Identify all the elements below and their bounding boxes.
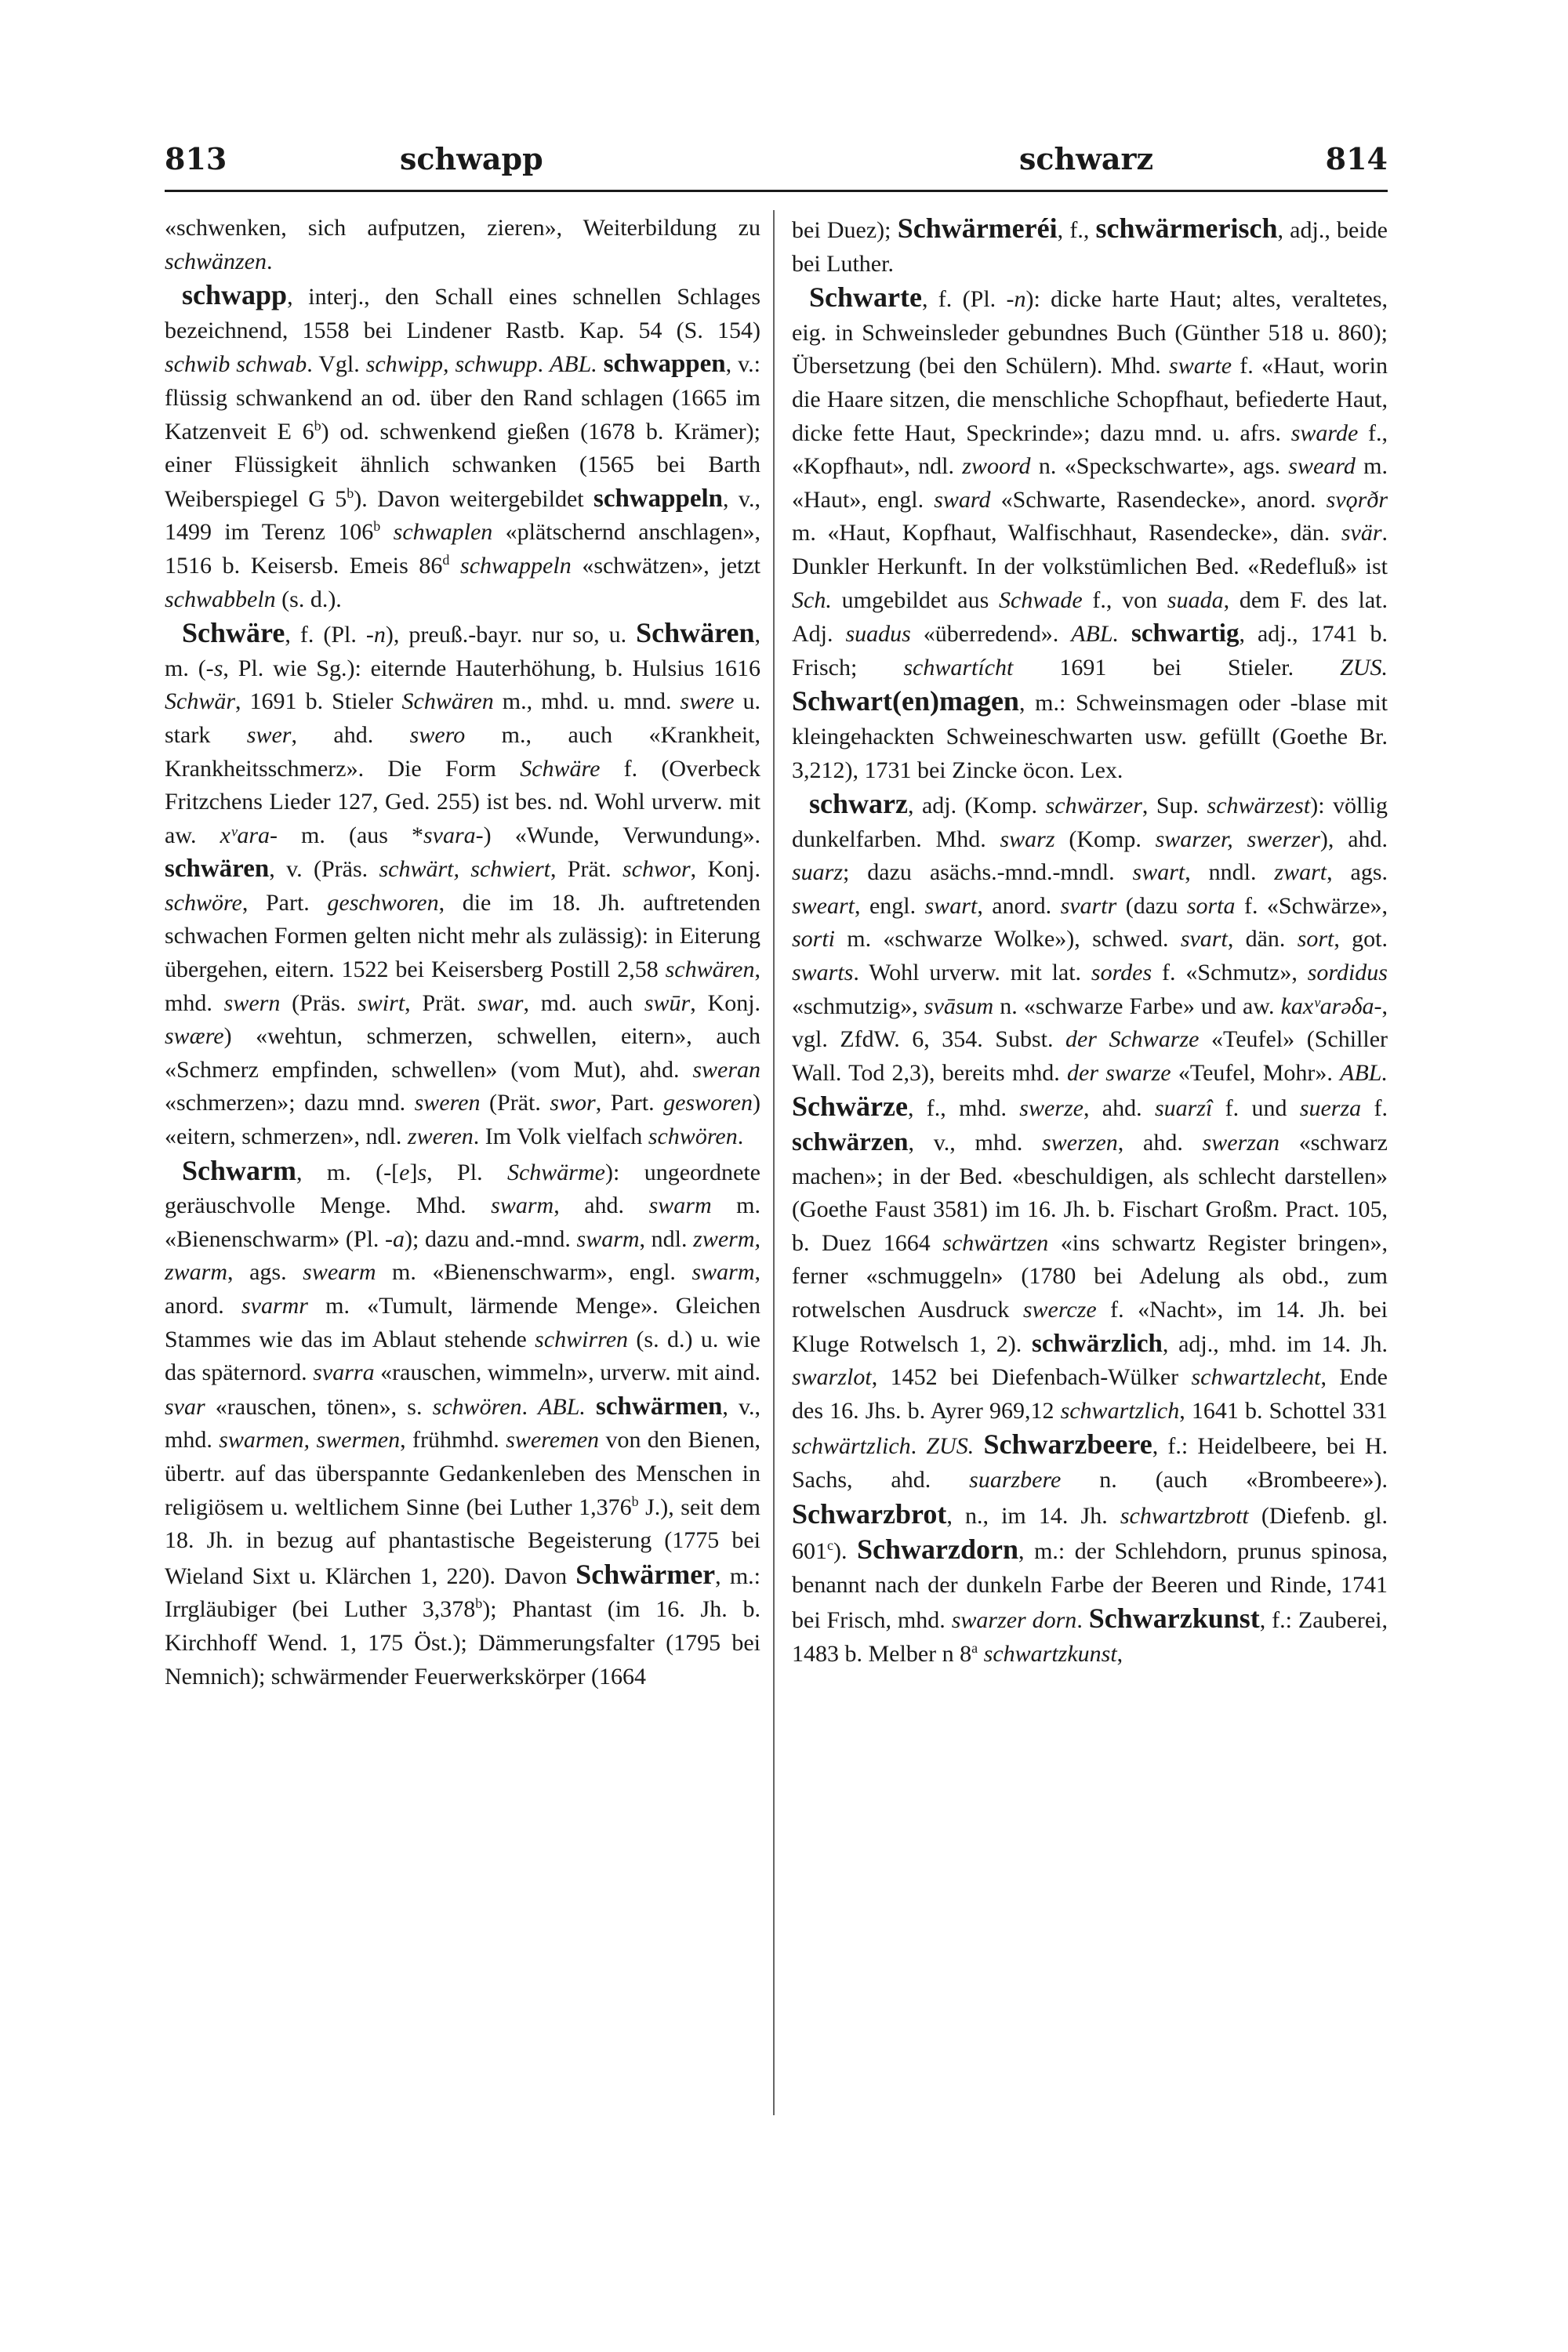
italic-form: swirt (358, 989, 405, 1016)
text-run: «rauschen, wimmeln», urverw. mit aind. (374, 1359, 760, 1386)
italic-form: swarzer dorn (951, 1607, 1077, 1634)
entry-paragraph (165, 278, 760, 616)
lemma: Schwärmer (575, 1558, 716, 1590)
italic-form: swerze (1019, 1095, 1083, 1122)
text-run: , Pl. wie Sg.): eiternde Hauterhöhung, b. Hulsius 1616 (223, 655, 760, 681)
text-run (586, 1394, 596, 1420)
headword-left: schwapp (400, 141, 543, 176)
lemma: schwarz (809, 788, 908, 820)
text-run: , Part. (595, 1090, 664, 1116)
text-run: ; dazu asächs.-mnd.-mndl. (843, 859, 1133, 886)
italic-form: swern (223, 989, 281, 1016)
italic-form: swarte (1169, 353, 1232, 379)
italic-form: swearm (303, 1259, 376, 1286)
text-run: «plätschernd anschlagen», 1516 b. Keisersb. Emeis 86 (165, 519, 761, 579)
text-run: ): ungeordnete geräuschvolle Menge. Mhd. (165, 1159, 760, 1219)
text-run: , 1641 b. Schottel 331 (1179, 1397, 1388, 1424)
text-run: , Ende des 16. Jhs. b. Ayrer 969,12 (792, 1364, 1388, 1424)
lemma: Schwärze (792, 1091, 908, 1123)
sub-lemma: schwartig (1131, 619, 1240, 648)
italic-form: sweren (414, 1090, 481, 1116)
text-run: «schwarz machen»; in der Bed. «beschuldigen, als schlecht darstellen» (Goethe Faust 3581) im 16. Jh. b. Fischart Großm. Pract. 105, b. Duez 1664 (792, 1130, 1388, 1256)
italic-form: swero (409, 721, 466, 748)
text-run: , anord. (165, 1259, 760, 1319)
italic-form: s (417, 1159, 427, 1185)
italic-form: svǫrðr (1326, 486, 1388, 513)
italic-form: schwipp, schwupp (365, 351, 538, 378)
lemma: schwapp (182, 279, 288, 311)
italic-form: swar (477, 989, 524, 1016)
text-run: «schmutzig», (792, 993, 924, 1019)
text-run: , adj. (Komp. (907, 793, 1046, 819)
text-run: (Diefenb. gl. 601 (792, 1502, 1388, 1565)
italic-form: ZUS. (926, 1433, 975, 1460)
italic-form: schwaplen (393, 519, 493, 546)
italic-form: zweren (407, 1123, 474, 1150)
text-run: m. (aus * (277, 822, 423, 848)
entry-paragraph (165, 1154, 760, 1694)
text-run (380, 519, 393, 545)
text-run: , die im 18. Jh. auftretenden schwachen Formen gelten nicht mehr als zulässig): in Eiterung übergehen, eitern. 1522 bei Keisersberg Postill 2,58 (165, 889, 760, 983)
italic-form: swarde (1290, 419, 1359, 446)
text-run: . (910, 1433, 927, 1460)
italic-form: ZUS. (1340, 654, 1388, 681)
text-run: f., von (1082, 586, 1167, 613)
italic-form: der swarze (1067, 1059, 1171, 1086)
italic-form: suarzî (1154, 1095, 1213, 1122)
text-run: , v., mhd. (908, 1130, 1043, 1156)
text-run: umgebildet aus (831, 586, 1000, 613)
entry-paragraph (792, 212, 1388, 281)
italic-form: s (213, 655, 223, 681)
text-run: f. «Nacht», im 14. Jh. bei Kluge Rotwelsch 1, 2). (792, 1297, 1388, 1357)
text-run: , f. (Pl. - (921, 286, 1014, 313)
text-run: . Vgl. (307, 351, 366, 378)
entry-paragraph (792, 281, 1388, 787)
italic-form: zwerm, zwarm (165, 1225, 760, 1286)
text-run: , v., 1499 im Terenz 106 (165, 485, 760, 546)
italic-form: sward (934, 486, 991, 513)
italic-form: a (393, 1225, 405, 1252)
sub-lemma: schwären (165, 855, 270, 884)
italic-form: schwöre (165, 889, 242, 916)
text-run: «rauschen, tönen», s. (205, 1393, 433, 1420)
italic-form: schwirren (535, 1326, 629, 1352)
text-run: m. «Bienenschwarm», engl. (376, 1259, 692, 1286)
text-run: ) «wehtun, schmerzen, schwellen, eitern», auch «Schmerz empfinden, schwellen» (vom Mut), ahd. (165, 1023, 760, 1083)
text-run: . (267, 248, 273, 274)
text-run: , f. (Pl. - (285, 622, 374, 648)
text-run: n. (auch «Brombeere»). (1061, 1466, 1388, 1493)
text-run: , frühmhd. (400, 1427, 506, 1454)
text-run: ): dicke harte Haut; altes, veraltetes, eig. in Schweinsleder gebundnes Buch (Günther 518 u. 860); Übersetzung (bei den Schülern). Mhd. (792, 286, 1388, 379)
italic-form: schwärt, schwiert (379, 856, 550, 883)
text-run: . (521, 1393, 539, 1420)
italic-form: schwärtzen (942, 1229, 1049, 1256)
left-column (165, 212, 760, 1693)
text-run: , f., mhd. (907, 1095, 1020, 1122)
text-run: . (537, 351, 550, 378)
italic-form: sordes (1091, 960, 1152, 986)
running-head (165, 141, 1388, 188)
italic-form: swarm (576, 1225, 640, 1252)
text-run (449, 553, 460, 579)
text-run: , f., (1057, 217, 1096, 243)
superscript: c (827, 1537, 833, 1554)
text-run: ) od. schwenkend gießen (1678 b. Krämer); einer Flüssigkeit ähnlich schwanken (1565 bei Barth Weiberspiegel G 5 (165, 418, 760, 512)
italic-form: swart (1132, 859, 1185, 886)
text-run (978, 1641, 984, 1667)
text-run: (s. d.) u. wie das späternord. (165, 1326, 760, 1386)
italic-form: schwartzkunst (983, 1640, 1117, 1667)
text-run: «Teufel» (Schiller Wall. Tod 2,3), bereits mhd. (792, 1026, 1388, 1086)
italic-form: sordidus (1307, 960, 1388, 986)
text-run: , md. auch (523, 989, 644, 1016)
lemma: schwärmerisch (1095, 212, 1278, 244)
italic-form: sorti (792, 926, 836, 953)
text-run: , ags. (1327, 859, 1388, 886)
text-run: , mhd. (165, 956, 760, 1016)
italic-form: schwartzlecht (1191, 1364, 1321, 1391)
italic-form: svär (1341, 520, 1382, 546)
italic-form: swære (165, 1023, 224, 1050)
italic-form: n (373, 622, 386, 648)
text-run: , (1116, 1640, 1123, 1667)
superscript: b (475, 1595, 483, 1612)
italic-form: geschworen (327, 889, 439, 916)
italic-form: schwänzen (165, 248, 267, 274)
italic-form: sort (1297, 926, 1334, 953)
text-run: , ndl. (639, 1225, 694, 1252)
text-run: f. «Haut, worin die Haare sitzen, die menschliche Schopfhaut, befiederte Haut, dicke fette Haut, Speckrinde»; dazu mnd. u. afrs. (792, 353, 1388, 446)
entry-paragraph (165, 212, 760, 278)
text-run: , f.: Zauberei, 1483 b. Melber n 8 (792, 1607, 1388, 1667)
text-run: , Part. (241, 889, 328, 916)
italic-form: swarm (491, 1192, 554, 1219)
text-run: f. (1361, 1095, 1388, 1122)
text-run: , adj., 1741 b. Frisch; (792, 621, 1388, 681)
italic-form: swarmen, swermen (219, 1427, 401, 1454)
text-run: f. «Schwärze», (1235, 892, 1388, 919)
italic-form: suadus (845, 621, 911, 648)
italic-form: suerza (1299, 1095, 1362, 1122)
text-run: , m.: Schweinsmagen oder -blase mit kleingehackten Schweineschwarten usw. gefüllt (Goethe Br. 3,212), 1731 bei Zincke öcon. Lex. (792, 690, 1388, 783)
italic-form: svarra (313, 1359, 375, 1386)
text-run: , got. (1334, 926, 1388, 953)
text-run: , f.: Heidelbeere, bei H. Sachs, ahd. (792, 1433, 1388, 1493)
italic-form: schwartzlich (1060, 1397, 1180, 1424)
text-run: «schwenken, sich aufputzen, zieren», Weiterbildung zu (165, 215, 760, 241)
text-run: , m.: Irrgläubiger (bei Luther 3,378 (165, 1563, 760, 1623)
text-run: ] (409, 1159, 418, 1185)
italic-form: swercze (1022, 1297, 1097, 1323)
text-run: m., mhd. u. mnd. (493, 688, 681, 715)
text-run: , m.: der Schlehdorn, prunus spinosa, benannt nach der dunkeln Farbe der Beeren und Rinde, 1741 bei Frisch, mhd. (792, 1538, 1388, 1634)
sub-lemma: schwärmen (596, 1392, 723, 1421)
italic-form: ABL. (538, 1393, 586, 1420)
text-run: m. «Haut, Kopfhaut, Walfischhaut, Rasendecke», dän. (792, 520, 1341, 546)
lemma: Schwarm (182, 1154, 296, 1186)
italic-form: swerzan (1202, 1130, 1279, 1156)
text-run: , ahd. (291, 721, 410, 748)
text-run: , n., im 14. Jh. (946, 1502, 1120, 1529)
lemma: Schwäre (182, 617, 285, 649)
italic-form: sorta (1186, 892, 1236, 919)
text-run: ), ahd. (1319, 826, 1388, 852)
text-run: , Konj. (690, 989, 761, 1016)
text-run: , ahd. (1117, 1130, 1203, 1156)
superscript: b (347, 485, 354, 501)
lemma: Schwarzbrot (792, 1497, 947, 1530)
text-run: «schwätzen», jetzt (571, 552, 761, 579)
text-run (974, 1433, 983, 1459)
lemma: Schwärmeréi (897, 212, 1058, 244)
italic-form: suada (1167, 586, 1224, 613)
italic-form: xᵛara- (220, 822, 278, 848)
italic-form: swarm (648, 1192, 712, 1219)
text-run: bei Duez); (792, 217, 898, 243)
italic-form: swer (246, 721, 292, 748)
italic-form: swere (680, 688, 735, 715)
text-run: «überredend». (910, 621, 1072, 648)
page-number-right: 814 (1325, 141, 1388, 176)
text-run: «Teufel, Mohr». (1171, 1059, 1341, 1086)
italic-form: sweran (692, 1056, 760, 1083)
superscript: d (442, 551, 450, 568)
text-run: , dem F. des lat. Adj. (792, 586, 1388, 648)
text-run: ); dazu and.-mnd. (405, 1225, 577, 1252)
lemma: Schwart(en)magen (792, 685, 1019, 717)
italic-form: gesworen (663, 1090, 753, 1116)
text-run: (Präs. (280, 989, 358, 1016)
sub-lemma: schwappen (603, 350, 726, 379)
column-divider (773, 210, 775, 2115)
italic-form: schwären (665, 956, 755, 983)
text-run: n. «schwarze Farbe» und aw. (993, 993, 1281, 1019)
text-run: , 1691 b. Stieler (235, 688, 402, 715)
text-run: von den Bienen, übertr. auf das überspannte Gedankenleben des Menschen in religiösem u. weltlichem Sinne (bei Luther 1,376 (165, 1427, 760, 1520)
text-run: ). Davon weitergebildet (354, 485, 593, 512)
text-run: . Dunkler Herkunft. In der volkstümlichen Bed. «Redefluß» ist (792, 520, 1388, 579)
text-run: , nndl. (1185, 859, 1275, 886)
italic-form: swūr (644, 989, 691, 1016)
italic-form: schwärzer (1045, 793, 1142, 819)
superscript: b (314, 417, 321, 434)
text-run: . Im Volk vielfach (473, 1123, 648, 1150)
italic-form: schwärzest (1207, 793, 1311, 819)
text-run: , ahd. (554, 1192, 649, 1219)
text-run: , ags. (227, 1259, 303, 1286)
text-run: , engl. (855, 892, 925, 919)
superscript: a (971, 1639, 978, 1656)
italic-form: svar (165, 1393, 205, 1420)
italic-form: e (399, 1159, 410, 1185)
lemma: Schwarte (809, 281, 922, 314)
text-run: J.), seit dem 18. Jh. in bezug auf phantastische Begeisterung (1775 bei Wieland Sixt u. Klärchen 1, 220). Davon (165, 1494, 760, 1589)
italic-form: svarmr (241, 1293, 308, 1319)
italic-form: svara- (423, 822, 484, 848)
text-run: . Wohl urverw. mit lat. (853, 960, 1091, 986)
entry-paragraph (792, 787, 1388, 1671)
italic-form: swor (550, 1090, 596, 1116)
text-run: m. «schwarze Wolke»), schwed. (835, 926, 1181, 953)
italic-form: svartr (1060, 892, 1117, 919)
italic-form: swarm (691, 1259, 755, 1286)
italic-form: schwören (648, 1123, 738, 1150)
italic-form: svart (1180, 926, 1228, 953)
sub-lemma: schwärzen (792, 1128, 909, 1157)
italic-form: schwören (432, 1393, 522, 1420)
text-run: f. «Schmutz», (1152, 960, 1308, 986)
text-run: ), preuß.-bayr. nur so, u. (385, 622, 637, 648)
headword-right: schwarz (1019, 141, 1154, 176)
italic-form: swart (924, 892, 978, 919)
text-run: m. «Haut», engl. (792, 453, 1388, 513)
text-run: , anord. (977, 892, 1061, 919)
text-run: m., auch «Krankheit, Krankheitsschmerz». Die Form (165, 721, 760, 782)
text-run: , dän. (1227, 926, 1298, 953)
italic-form: sweard (1288, 453, 1356, 480)
italic-form: schwib schwab (165, 351, 307, 378)
superscript: b (373, 518, 381, 535)
lemma: Schwarzdorn (857, 1534, 1019, 1566)
text-run: n. «Speckschwarte», ags. (1030, 453, 1289, 480)
lemma: Schwären (636, 617, 755, 649)
text-run: . (1076, 1607, 1089, 1634)
italic-form: ABL. (1340, 1059, 1388, 1086)
italic-form: schwabbeln (165, 586, 276, 612)
italic-form: swerzen (1042, 1130, 1118, 1156)
text-run: , 1452 bei Diefenbach-Wülker (871, 1364, 1192, 1391)
text-run: (Komp. (1054, 826, 1156, 852)
text-run: , Sup. (1142, 793, 1207, 819)
text-run: , v.: flüssig schwankend an od. über den Rand schlagen (1665 im Katzenveit E 6 (165, 351, 761, 445)
italic-form: Schwade (999, 586, 1083, 613)
text-run: , vgl. ZfdW. 6, 354. Subst. (792, 993, 1388, 1053)
italic-form: schwor (622, 856, 691, 883)
italic-form: schwärtzlich (792, 1433, 911, 1460)
italic-form: ABL. (1071, 621, 1120, 648)
text-run: , ahd. (1083, 1095, 1155, 1122)
text-run: , v. (Präs. (269, 856, 379, 883)
text-run: ): völlig dunkelfarben. Mhd. (792, 793, 1388, 852)
italic-form: zwart (1274, 859, 1327, 886)
text-run: (Prät. (480, 1090, 550, 1116)
text-run: «Schwarte, Rasendecke», anord. (990, 486, 1327, 513)
text-run: , v., mhd. (165, 1393, 761, 1454)
italic-form: Schwäre (520, 755, 601, 782)
text-run: 1691 bei Stieler. (1013, 654, 1341, 681)
text-run: , Prät. (550, 856, 622, 883)
superscript: b (631, 1493, 639, 1509)
sub-lemma: schwappeln (593, 484, 724, 513)
italic-form: schwartzbrott (1120, 1502, 1249, 1529)
text-run: ) «eitern, schmerzen», ndl. (165, 1090, 760, 1150)
text-run: «ins schwartz Register bringen», ferner «schmuggeln» (1780 bei Adelung als obd., zum rotwelschen Ausdruck (792, 1229, 1388, 1323)
text-run: , adj., beide bei Luther. (792, 217, 1388, 277)
text-run: m. «Tumult, lärmende Menge». Gleichen Stammes wie das im Ablaut stehende (165, 1293, 760, 1352)
italic-form: ABL. (549, 351, 597, 378)
italic-form: svāsum (924, 993, 994, 1019)
text-run: f. (Overbeck Fritzchens Lieder 127, Ged. 255) ist bes. nd. Wohl urverw. mit aw. (165, 755, 760, 848)
text-run: , m. (- (165, 622, 760, 681)
text-run: ) «Wunde, Verwundung». (483, 822, 760, 848)
lemma: Schwarzbeere (983, 1428, 1152, 1461)
text-run: «schmerzen»; dazu mnd. (165, 1090, 415, 1116)
text-run: . (737, 1123, 744, 1150)
italic-form: Sch. (792, 586, 832, 613)
text-run: , Pl. (426, 1159, 507, 1185)
italic-form: suarzbere (969, 1466, 1062, 1493)
italic-form: swarz (1000, 826, 1055, 852)
text-run: (dazu (1116, 892, 1187, 919)
text-run: , interj., den Schall eines schnellen Schlages bezeichnend, 1558 bei Lindener Rastb. Kap. 54 (S. 154) (165, 284, 760, 343)
italic-form: Schwären (401, 688, 494, 715)
text-run: u. stark (165, 688, 760, 748)
italic-form: Schwärme (506, 1159, 605, 1185)
header-rule (165, 190, 1388, 192)
text-run: , m. (-[ (296, 1159, 400, 1185)
text-run: f. und (1212, 1095, 1300, 1122)
italic-form: suarz (792, 859, 844, 886)
italic-form: n (1014, 286, 1026, 313)
text-run: (s. d.). (275, 586, 342, 612)
italic-form: swarts (792, 960, 854, 986)
italic-form: schwartícht (903, 654, 1014, 681)
italic-form: swarzlot (792, 1364, 872, 1391)
italic-form: sweart (792, 892, 855, 919)
text-run: ). (833, 1538, 858, 1565)
page-number-left: 813 (165, 141, 227, 176)
italic-form: der Schwarze (1065, 1026, 1200, 1053)
entry-paragraph (165, 616, 760, 1154)
italic-form: kaxᵛarəδa- (1280, 993, 1382, 1019)
italic-form: Schwär (165, 688, 235, 715)
text-run (1119, 621, 1131, 647)
text-run: m. «Bienenschwarm» (Pl. - (165, 1192, 760, 1252)
sub-lemma: schwärzlich (1032, 1329, 1163, 1358)
text-run: , adj., mhd. im 14. Jh. (1162, 1330, 1388, 1357)
right-column (792, 212, 1388, 1671)
text-run (597, 351, 604, 377)
text-run: ); Phantast (im 16. Jh. b. Kirchhoff Wend. 1, 175 Öst.); Dämmerungsfalter (1795 bei Nemnich); schwärmender Feuerwerkskörper (1664 (165, 1596, 761, 1690)
lemma: Schwarzkunst (1088, 1602, 1260, 1635)
italic-form: zwoord (962, 453, 1031, 480)
text-run: , Prät. (405, 989, 478, 1016)
italic-form: schwappeln (460, 552, 572, 579)
italic-form: sweremen (506, 1427, 600, 1454)
text-run: f., «Kopfhaut», ndl. (792, 419, 1388, 480)
text-run: , Konj. (690, 856, 760, 883)
italic-form: swarzer, swerzer (1155, 826, 1320, 852)
